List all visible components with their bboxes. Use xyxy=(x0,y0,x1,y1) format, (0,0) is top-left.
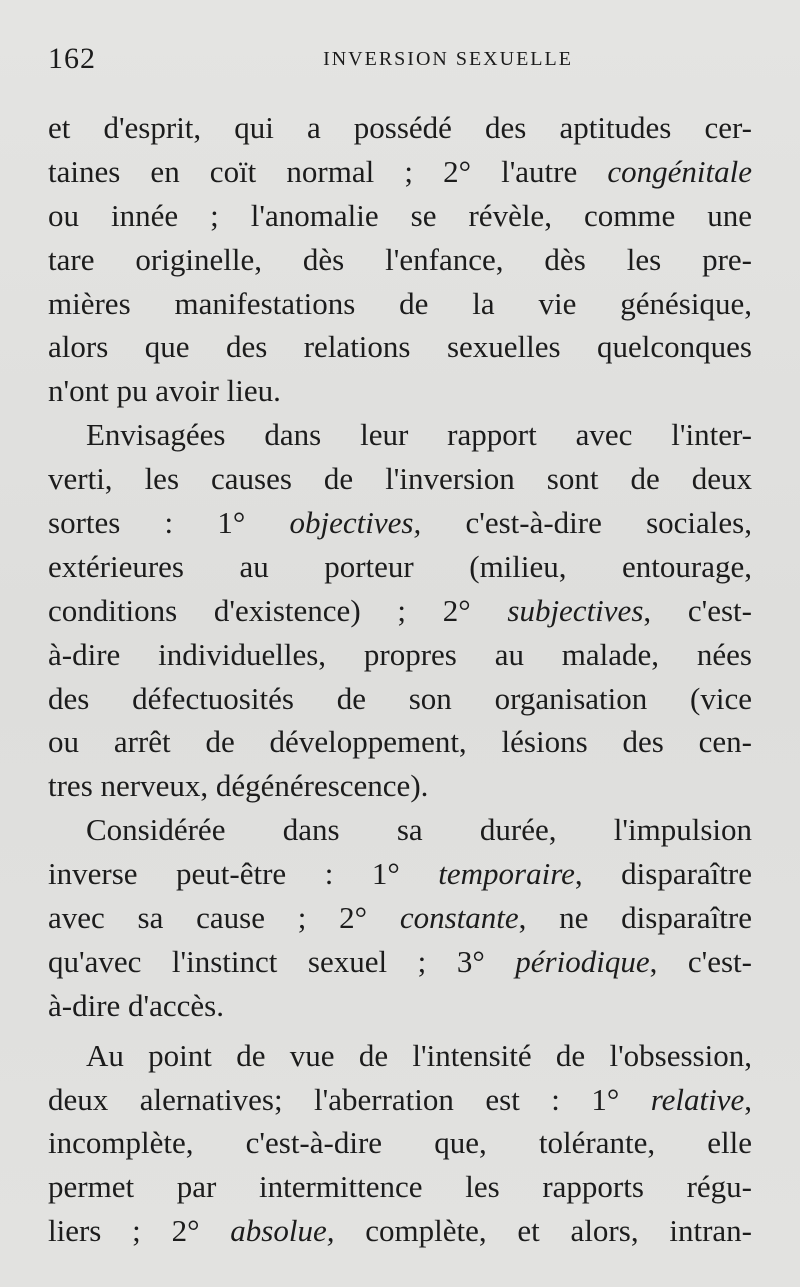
text-line xyxy=(48,501,752,545)
italic-term: congénitale xyxy=(607,153,752,189)
text-segment: , ne disparaître xyxy=(518,900,753,936)
page-number: 162 xyxy=(48,42,96,75)
text-segment: des défectuosités de son organisation (vice xyxy=(48,680,752,716)
text-line xyxy=(48,720,752,764)
text-segment: verti, les causes de l'inversion sont de deux xyxy=(48,461,752,497)
text-segment: sortes : 1° xyxy=(48,505,290,541)
text-line xyxy=(48,413,752,457)
text-line xyxy=(48,677,752,721)
text-segment: deux alernatives; l'aberration est : 1° xyxy=(48,1081,651,1117)
text-segment: n'ont pu avoir lieu. xyxy=(48,373,281,409)
text-line xyxy=(48,1121,752,1165)
text-segment: et d'esprit, qui a possédé des aptitudes cer- xyxy=(48,110,752,145)
text-line xyxy=(48,1209,752,1253)
text-segment: Envisagées dans leur rapport avec l'inter- xyxy=(86,417,752,453)
text-segment: permet par intermittence les rapports régu- xyxy=(48,1169,752,1205)
italic-term: périodique xyxy=(515,943,650,979)
text-segment: ou innée ; l'anomalie se révèle, comme une xyxy=(48,197,752,233)
text-line xyxy=(48,282,752,326)
text-line xyxy=(48,852,752,896)
text-line xyxy=(48,1165,752,1209)
text-line xyxy=(48,194,752,238)
text-line xyxy=(48,106,752,150)
text-segment: tare originelle, dès l'enfance, dès les pre- xyxy=(48,241,752,277)
text-line xyxy=(48,325,752,369)
text-segment: alors que des relations sexuelles quelconques xyxy=(48,329,752,365)
body-text xyxy=(48,106,752,1253)
text-segment: mières manifestations de la vie génésique, xyxy=(48,285,752,321)
text-line xyxy=(48,896,752,940)
text-line xyxy=(48,150,752,194)
text-line xyxy=(48,764,752,808)
text-line xyxy=(48,984,752,1028)
text-line xyxy=(48,808,752,852)
text-segment: tres nerveux, dégénérescence). xyxy=(48,768,429,804)
text-segment: ou arrêt de développement, lésions des cen- xyxy=(48,724,752,760)
text-segment: à-dire individuelles, propres au malade, nées xyxy=(48,636,752,672)
text-line xyxy=(48,457,752,501)
text-segment: inverse peut-être : 1° xyxy=(48,856,439,892)
italic-term: subjectives xyxy=(507,592,644,628)
text-segment: , xyxy=(744,1081,752,1117)
italic-term: constante xyxy=(399,900,519,936)
text-line xyxy=(48,1078,752,1122)
text-segment: complète, et alors, intran- xyxy=(334,1213,752,1249)
text-line xyxy=(48,633,752,677)
text-line xyxy=(48,1034,752,1078)
text-segment: taines en coït normal ; 2° l'autre xyxy=(48,153,608,189)
text-segment: , c'est- xyxy=(643,592,752,628)
text-line xyxy=(48,940,752,984)
italic-term: absolue, xyxy=(230,1213,335,1249)
text-segment: avec sa cause ; 2° xyxy=(48,900,400,936)
italic-term: temporaire xyxy=(438,856,575,892)
text-segment: , c'est- xyxy=(649,943,752,979)
text-segment: liers ; 2° xyxy=(48,1213,231,1249)
text-segment: extérieures au porteur (milieu, entourage, xyxy=(48,548,752,584)
text-segment: , disparaître xyxy=(574,856,752,892)
text-line xyxy=(48,238,752,282)
text-segment: conditions d'existence) ; 2° xyxy=(48,592,508,628)
text-segment: incomplète, c'est-à-dire que, tolérante, elle xyxy=(48,1125,752,1161)
text-segment: Au point de vue de l'intensité de l'obsession, xyxy=(86,1037,752,1073)
text-segment: à-dire d'accès. xyxy=(48,987,224,1023)
text-segment: Considérée dans sa durée, l'impulsion xyxy=(86,812,752,848)
text-line xyxy=(48,369,752,413)
text-line xyxy=(48,545,752,589)
running-head: INVERSION SEXUELLE xyxy=(323,48,573,70)
page-header xyxy=(48,42,748,82)
text-segment: qu'avec l'instinct sexuel ; 3° xyxy=(48,943,516,979)
text-segment: c'est-à-dire sociales, xyxy=(421,505,752,541)
italic-term: objectives, xyxy=(289,505,422,541)
text-line xyxy=(48,589,752,633)
italic-term: relative xyxy=(650,1081,745,1117)
